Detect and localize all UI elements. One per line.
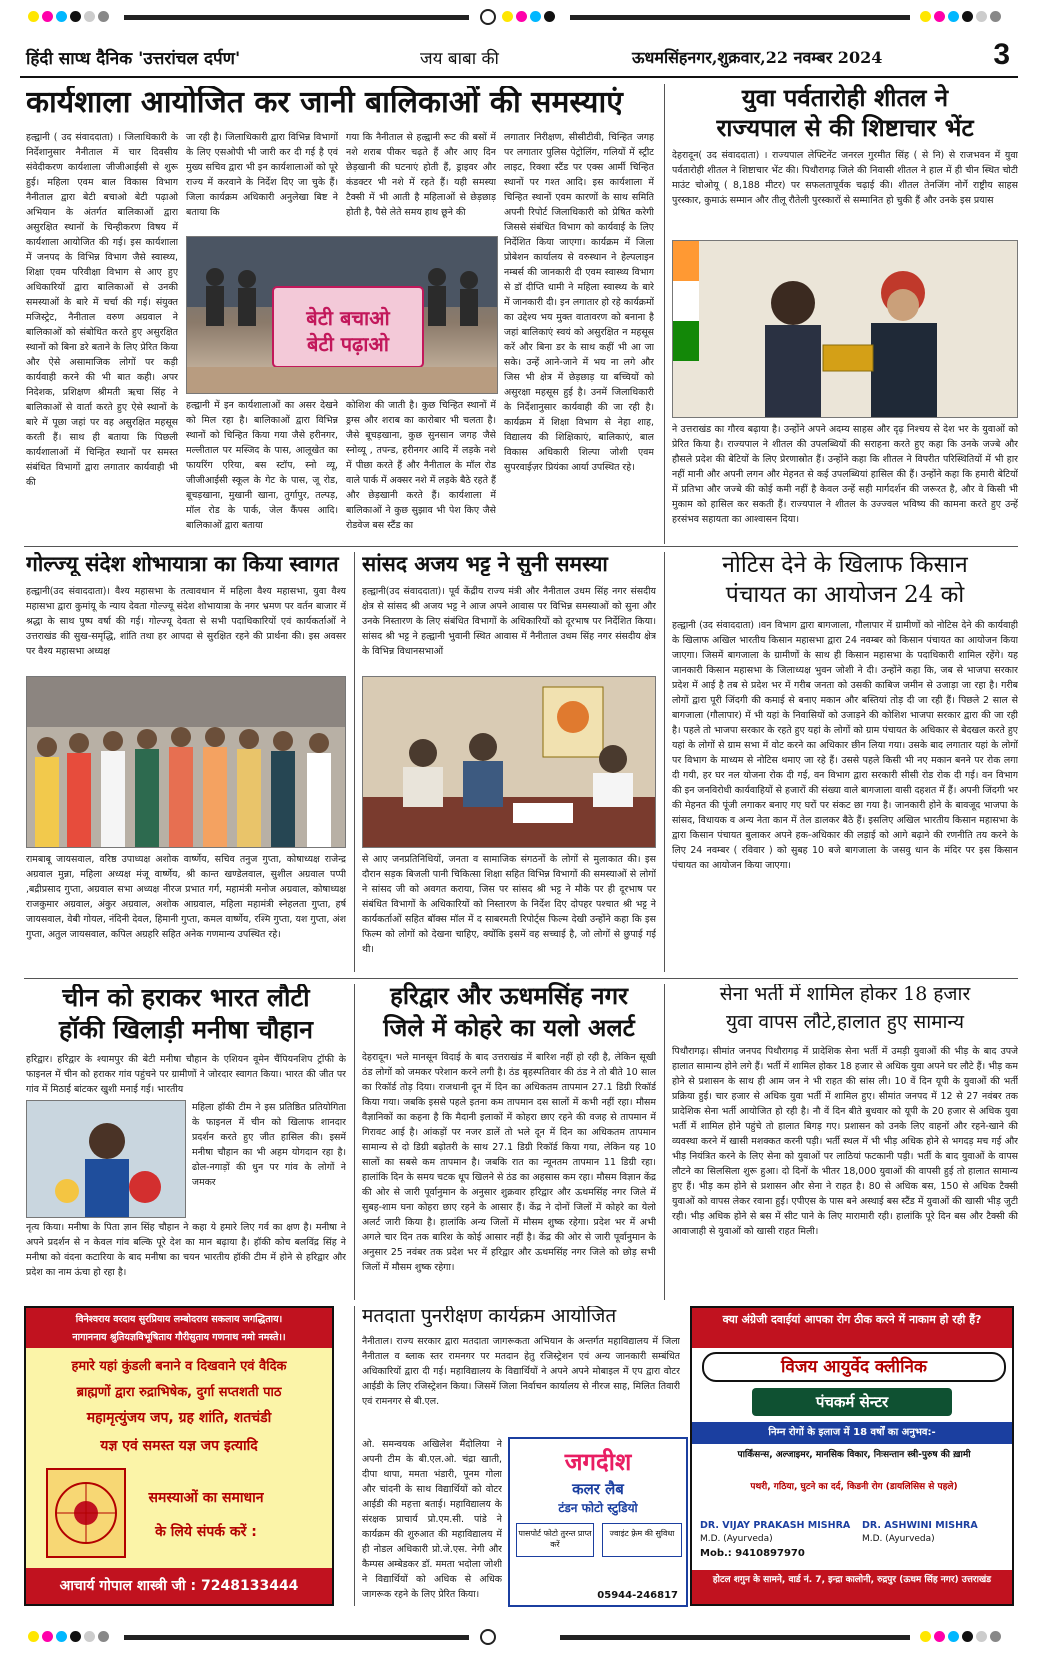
army-headline-line1: सेना भर्ती में शामिल होकर 18 हजार	[719, 984, 971, 1005]
masthead-tagline: जय बाबा की	[420, 49, 499, 69]
studio-phone: 05944-246817	[597, 1590, 678, 1601]
color-registration-dots	[28, 1631, 109, 1642]
photo-banner-line-2: बेटी पढ़ाओ	[307, 332, 389, 356]
studio-name: जगदीश	[564, 1447, 632, 1476]
astrology-chart-icon	[46, 1468, 126, 1558]
astrology-ad-line7: समस्याओं का समाधान	[148, 1490, 264, 1506]
clinic-line3: पथरी, गठिया, घुटने का दर्द, किडनी रोग (डायलिसिस से पहले)	[750, 1482, 958, 1492]
mp-headline: सांसद अजय भट्ट ने सुनी समस्या	[362, 552, 608, 576]
bottom-registration-strip	[0, 1626, 1039, 1648]
hockey-photo	[26, 1100, 186, 1218]
dateline: ऊधमसिंहनगर,शुक्रवार,22 नवम्बर 2024	[632, 48, 883, 67]
masthead	[20, 38, 1018, 78]
hockey-body-bottom: नृत्य किया। मनीषा के पिता ज्ञान सिंह चौहान ने कहा ये हमारे लिए गर्व का क्षण है। मनीषा ने अपने प्रदर्शन से न केवल गांव बल्कि पूरे देश का मान बढ़ाया है। हॉकी कोच बलविंद्र सिंह ने मनीषा को वंदना कटारिया के बाद मनीषा का चयन भारतीय हॉकी टीम में होने से हरिद्वार और प्रदेश का नाम ऊंचा हो रहा है।	[26, 1222, 346, 1278]
clinic-line1: निम्न रोगों के इलाज में 18 वर्षों का अनुभव:-	[692, 1422, 1012, 1444]
paper-name: हिंदी साप्ध दैनिक 'उत्तरांचल दर्पण'	[26, 49, 241, 69]
workshop-body-col3b: कोशिश की जाती है। कुछ चिन्हित स्थानों में ड्रग्स और शराब का कारोबार भी चलता है। जैसे बूचड़खाना, कुछ सुनसान जगह जैसे स्नोव्यू , तपन्ड, हरीनगर आदि में लड़के नशे में पीछा करते हैं और नैनीताल के मॉल रोड वाले पार्क में अक्सर नशे में लड़के बैठे रहते हैं और छेड़खानी करते हैं। कार्यशाला में बालिकाओं ने कुछ सुझाव भी पेश किए जैसे रोडवेज बस स्टैंड का	[346, 400, 496, 531]
astrology-ad-line1: विनेश्वराय वरदाय सुरप्रियाय लम्बोदराय सकलाय जगद्धिताय।	[75, 1314, 283, 1325]
studio-line2: टंडन फोटो स्टुडियो	[558, 1501, 638, 1515]
photo-banner-line-1: बेटी बचाओ	[306, 306, 390, 330]
color-registration-dots	[920, 11, 1001, 22]
army-body: पिथौरागढ़। सीमांत जनपद पिथौरागढ़ में प्रादेशिक सेना भर्ती में उमड़ी युवाओं की भीड़ के बाद उपजे हालात सामान्य होने लगे हैं। भर्ती में शामिल होकर 18 हजार से अधिक युवा अपने घर लौटे हैं। भीड़ कम होने से प्रशासन के साथ ही आम जन ने भी राहत की सांस ली। 10 वें दिन यूपी के युवाओं की भर्ती प्रक्रिया हुई। चार हजार से अधिक युवा भर्ती में शामिल हुए। सीमांत जनपद में 12 से 27 नवंबर तक प्रादेशिक सेना भर्ती आयोजित हो रही है। नौ वें दिन बीते बुधवार को यूपी के 20 हजार से अधिक युवा भर्ती में शामिल होने पहुंचे तो हालात बिगड़ गए। प्रशासन को उनके लिए वाहनों और रहने-खाने की व्यवस्था करने में खासी मशक्कत करनी पड़ी। भर्ती स्थल में भी भीड़ अधिक होने से भगदड़ मच गई और भीड़ नियंत्रित करने के लिए सेना को युवाओं पर लाठियां फटकानी पड़ी। भर्ती के बाद युवाओं के वापस लौटने का सिलसिला शुरू हुआ। दो दिनों के भीतर 18,000 युवाओं की वापसी हुई तो हालात सामान्य हुए हैं। भीड़ कम होने से प्रशासन और सेना ने राहत है। 80 से अधिक बस, 150 से अधिक टैक्सी युवाओं को वापस लेकर रवाना हुईं। एपीएस के पास बने अस्थाई बस स्टैंड में युवाओं की खासी भीड़ जुटी रही। भीड़ अधिक होने से बस में सीट पाने के लिए मारामारी रही। हालांकि पूरे दिन बस और टैक्सी की आवाजाही से युवाओं को खासी राहत मिली।	[672, 1046, 1018, 1237]
color-registration-dots	[28, 11, 109, 22]
mountaineer-body-bottom: ने उत्तराखंड का गौरव बढ़ाया है। उन्होंने अपने अदम्य साहस और दृढ़ निश्चय से देश भर के युवाओं को प्रेरित किया है। राज्यपाल ने शीतल की उपलब्धियों की सराहना करते हुए कहा कि उनके जज्बे और हौसले प्रदेश की बेटियों के लिए प्रेरणास्रोत हैं। उन्होंने कहा कि शीतल ने विपरीत परिस्थितियों में भी हार नहीं मानी और अपनी लगन और मेहनत से कई उपलब्धियां हासिल की हैं। उन्होंने कहा कि हमारी बेटियों में प्रतिभा और जज्बे की कोई कमी नहीं है केवल उन्हें सही मार्गदर्शन की जरूरत है, और वे किसी भी मुकाम को हासिल कर सकती हैं। राज्यपाल ने शीतल के उज्ज्वल भविष्य की कामना करते हुए उन्हें हरसंभव सहायता का आश्वासन दिया।	[672, 424, 1018, 525]
fog-headline-line1: हरिद्वार और ऊधमसिंह नगर	[390, 982, 628, 1010]
clinic-mobile: Mob.: 9410897970	[700, 1548, 805, 1559]
registration-mark-icon	[480, 9, 496, 25]
studio-box1: पासपोर्ट फोटो तुरन्त प्राप्त करें	[516, 1523, 594, 1557]
page-number: 3	[993, 38, 1010, 71]
kundli-icon	[48, 1470, 124, 1556]
astrology-ad-line4: ब्राह्मणों द्वारा रुद्राभिषेक, दुर्गा सप्तशती पाठ	[76, 1385, 282, 1400]
golju-body-bottom: रामबाबू जायसवाल, वरिष्ठ उपाध्यक्ष अशोक वार्ष्णेय, सचिव तनुज गुप्ता, कोषाध्यक्ष राजेन्द्र अग्रवाल मुन्ना, महिला अध्यक्ष मंजू वार्ष्णेय, श्री कान्त खण्डेलवाल, सुशील अग्रवाल पप्पी ,बद्रीप्रसाद गुप्ता, अग्रवाल सभा अध्यक्ष नीरज प्रभात गर्ग, महामंत्री मनोज अग्रवाल, कोषाध्यक्ष राजकुमार अग्रवाल, अंकुर अग्रवाल, अशोक आग्रवाल, महिला महामंत्री स्नेहलता गुप्ता, हर्ष जायसवाल, वेबी गोयल, नंदिनी देवल, हिमानी गुप्ता, कमल वार्ष्णेय, रश्मि गुप्ता, यश गुप्ता, अंश गुप्ता, अतुल जायसवाल, कपिल अग्रहरि सहित अनेक गणमान्य उपस्थित रहे।	[26, 854, 346, 940]
astrology-advertisement	[24, 1306, 334, 1606]
astrology-ad-line8: के लिये संपर्क करें :	[155, 1524, 257, 1540]
hockey-body-right: महिला हॉकी टीम ने इस प्रतिष्ठित प्रतियोगिता के फाइनल में चीन को खिलाफ शानदार प्रदर्शन करते हुए जीत हासिल की। इसमें मनीषा चौहान का भी अहम योगदान रहा है। ढोल-नगाड़ों की धुन पर गांव के लोगों ने जमकर	[192, 1102, 346, 1188]
hockey-body-top: हरिद्वार। हरिद्वार के श्यामपुर की बेटी मनीषा चौहान के एशियन वूमेन चैंपियनशिप ट्रॉफी के फाइनल में चीन को हराकर गांव पहुंचने पर ग्रामीणों ने जोरदार स्वागत किया। भारत की जीत पर गांव में मिठाई बांटकर खुशी मनाई गई। भारतीय	[26, 1054, 346, 1095]
clinic-advertisement	[690, 1306, 1014, 1606]
clinic-subtitle: पंचकर्म सेन्टर	[752, 1388, 952, 1416]
astrology-ad-line6: यज्ञ एवं समस्त यज्ञ जप इत्यादि	[100, 1438, 258, 1454]
hockey-headline-line1: चीन को हराकर भारत लौटी	[62, 984, 310, 1012]
workshop-body-col1: हल्द्वानी ( उद संवाददाता) । जिलाधिकारी के निर्देशानुसार नैनीताल में चार दिवसीय संवेदीकरण कार्यशाला जीजीआईसी से शुरू हुई। महिला एवम बाल विकास विभाग नैनीताल द्वारा बेटी बचाओ बेटी पढ़ाओ अभियान के अंतर्गत बालिकाओं द्वारा असुरक्षित स्थानों के चिन्हीकरण विषय में कार्यशाला आयोजित की गई। इस कार्यशाला में जनपद के विभिन्न विभाग जैसे स्वास्थ्य, शिक्षा एवम परिवीक्षा विभाग से आए हुए अधिकारियों द्वारा बालिकाओं से उनकी समस्याओं के बारे में चर्चा की गई। संयुक्त मजिस्ट्रेट, नैनीताल वरुण अग्रवाल ने बालिकाओं को संबोधित करते हुए असुरक्षित स्थानों को बिना डरे बताने के लिए प्रेरित किया और ऐसे असामाजिक लोगों पर कड़ी कार्यवाही करने की भी बात कही। अपर निदेशक, प्रशिक्षण श्रीमती ऋचा सिंह ने बालिकाओं से वार्ता करते हुए ऐसे स्थानों के बारे में पूछा जहां पर वह असुरक्षित महसूस करती हैं। साथ ही बताया कि पिछली कार्यशालाओं में चिन्हित स्थानों पर समस्त संबंधित विभागों द्वारा लगातार कार्यवाही भी की	[26, 132, 178, 488]
workshop-body-col2b: हल्द्वानी में इन कार्यशालाओं का असर देखने को मिल रहा है। बालिकाओं द्वारा विभिन्न स्थानों को चिन्हित किया गया जैसे हरीनगर, मल्लीताल पर मस्जिद के पास, आलूखेत का फायरिंग एरिया, बस स्टॉप, स्नो व्यू, जीजीआईसी स्कूल के गेट के पास, जू रोड, बूचड़खाना, मुखानी खाना, तुर्गापुर, तल्पड़, मॉल रोड के पार्क, जेल कैंपस आदि। बालिकाओं द्वारा बताया	[186, 400, 338, 531]
mp-photo	[362, 676, 656, 848]
hockey-photo-illustration	[27, 1101, 186, 1218]
fog-body: देहरादून। भले मानसून विदाई के बाद उत्तराखंड में बारिश नहीं हो रही है, लेकिन सूखी ठंड लोगों को जमकर परेशान करने लगी है। ठंड बृहस्पतिवार की ठंड ने तो बीते 10 साल का रिकॉर्ड तोड़ दिया। राजधानी दून में दिन का अधिकतम तापमान 27.1 डिग्री रिकॉर्ड किया गया। जबकि इससे पहले इतना कम तापमान दस सालों में कभी नहीं रहा। मौसम वैज्ञानिकों का कहना है कि मैदानी इलाकों में कोहरा छाए रहने की वजह से तापमान में गिरावट आई है। आंकड़ों पर नजर डालें तो भले दून में दिन का अधिकतम तापमान सामान्य से दो डिग्री बढ़ोतरी के साथ 27.1 डिग्री रिकॉर्ड किया गया, लेकिन यह 10 सालों का सबसे कम तापमान है। जबकि रात का न्यूनतम तापमान 11 डिग्री रहा। हालांकि दिन के समय चटक धूप खिलने से ठंड का अहसास कम रहा। मौसम विज्ञान केंद्र की ओर से जारी पूर्वानुमान के अनुसार शुक्रवार हरिद्वार और ऊधमसिंह नगर जिले में सुबह-शाम घना कोहरा छाए रहने के आसार हैं। केंद्र ने दोनों जिलों में कोहरे का येलो अलर्ट जारी किया है। हालांकि अन्य जिलों में मौसम शुष्क रहेगा। प्रदेश भर में अभी अगले चार दिन तक बारिश के कोई आसार नहीं है। केंद्र की ओर से जारी पूर्वानुमान के अनुसार 25 नवंबर तक प्रदेश भर में हरिद्वार और ऊधमसिंह नगर जिले को छोड़ सभी जिलों में मौसम शुष्क रहेगा।	[362, 1052, 656, 1273]
voter-headline: मतदाता पुनरीक्षण कार्यक्रम आयोजित	[362, 1306, 617, 1327]
workshop-photo-illustration	[187, 237, 498, 394]
mountaineer-photo-illustration	[673, 241, 1018, 418]
workshop-body-col3: गया कि नैनीताल से हल्द्वानी रूट की बसों में नशे शराब पीकर चढ़ते हैं और आए दिन छेड़खानी की घटनाएं होती हैं, ड्राइवर और कंडक्टर भी नशे में रहते हैं। यही समस्या टैक्सी में भी आती है महिलाओं से छेड़छाड़ होती है, पैसे लेते समय हाथ छूने की	[346, 132, 496, 218]
golju-headline: गोल्ज्यू संदेश शोभायात्रा का किया स्वागत	[26, 552, 339, 576]
mountaineer-headline-line2: राज्यपाल से की शिष्टाचार भेंट	[716, 114, 974, 142]
workshop-photo	[186, 236, 498, 394]
notice-body: हल्द्वानी (उद संवाददाता) ।वन विभाग द्वारा बागजाला, गौलापार में ग्रामीणों को नोटिस देने की कार्यवाही के खिलाफ अखिल भारतीय किसान महासभा द्वारा 24 नवम्बर को किसान पंचायत का आयोजन किया जाएगा। जिसमें बागजाला के ग्रामीणों के साथ ही किसान महासभा के पदाधिकारी शामिल रहेंगे। यह जानकारी किसान महासभा के जिलाध्यक्ष भुवन जोशी ने दी। उन्होंने कहा कि, जब से भाजपा सरकार प्रदेश में आई है तब से प्रदेश भर में गरीब जनता को उसकी काबिज जमीन से उजाड़ा जा रहा है। गरीब लोगों द्वारा पूरी जिंदगी की कमाई से बनाए मकान और बस्तियां तोड़ दी जा रही हैं। पिछले 2 साल से बागजाला (गौलापार) में भी यहां के निवासियों को उजाड़ने की कोशिश भाजपा सरकार द्वारा की जा रही है। पहले तो भाजपा सरकार के रहते हुए यहां के लोगों को ग्राम पंचायत के अधिकार से बेदखल करते हुए यहां के लोगों से ग्राम सभा में वोट करने का अधिकार छीन लिया गया। उसके बाद लगातार यहां के लोगों पर विभाग के माध्यम से नोटिस थमाए जा रहे हैं। उससे पहले किसी भी नए मकान बनने पर रोक लगा दी गयी, हर घर नल योजना रोक दी गई, वन विभाग द्वारा सरकारी सीसी रोड रोक दी गई। वन विभाग की इन जनविरोधी कार्यवाहियों से हजारों की संख्या वाले बागजाला वासी दहशत में हैं। अपनी जिंदगी भर की मेहनत की पूंजी लगाकर बनाए गए घरों पर संकट छा गया है। जानकारी होने के बावजूद भाजपा के सांसद, विधायक व अन्य नेता कान में तेल डालकर बैठे हैं। इसलिए अखिल भारतीय किसान महासभा के द्वारा किसान पंचायत बुलाकर अपने हक-अधिकार की लड़ाई को आगे बढ़ाने की रणनीति तय करने के लिए 24 नवम्बर ( रविवार ) को सुबह 10 बजे बागजाला के जसवु धान के मंदिर पर इस किसान पंचायत का आयोजन किया जाएगा।	[672, 620, 1018, 871]
fog-headline-line2: जिले में कोहरे का यलो अलर्ट	[383, 1014, 635, 1042]
army-headline-line2: युवा वापस लौटे,हालात हुए सामान्य	[725, 1012, 965, 1033]
clinic-top-banner: क्या अंग्रेजी दवाईयां आपका रोग ठीक करने में नाकाम हो रही हैं?	[692, 1308, 1012, 1348]
registration-strip	[0, 6, 1039, 28]
notice-headline-line2: पंचायत का आयोजन 24 को	[725, 582, 965, 608]
studio-box2: ज्वाइंट फ़्रेम की सुविधा	[602, 1523, 682, 1557]
color-registration-dots	[920, 1631, 1001, 1642]
mp-photo-illustration	[363, 677, 656, 848]
golju-photo	[26, 676, 346, 848]
clinic-doctor2: DR. ASHWINI MISHRA	[862, 1520, 978, 1531]
golju-photo-illustration	[27, 677, 346, 848]
clinic-doctor1: DR. VIJAY PRAKASH MISHRA	[700, 1520, 851, 1531]
clinic-name: विजय आयुर्वेद क्लीनिक	[702, 1352, 1006, 1382]
notice-headline-line1: नोटिस देने के खिलाफ किसान	[722, 552, 968, 578]
astrology-ad-line3: हमारे यहां कुंडली बनाने व दिखवाने एवं वैदिक	[71, 1359, 287, 1374]
clinic-line2: पार्किंसन्स, अल्जाइमर, मानसिक विकार, निःसन्तान स्त्री-पुरुष की ख़ामी	[737, 1450, 971, 1460]
voter-body-left: ओ. समन्वयक अखिलेश मैंदोलिया ने अपनी टीम के बी.एल.ओ. चंद्रा खाती, दीपा थापा, ममता भंडारी, पूनम गोला और चांदनी के साथ विद्यार्थियों को वोटर आईडी की महत्ता बताई। महाविद्यालय के संरक्षक प्राचार्य प्रो.एम.सी. पांडे ने कार्यक्रम की शुरुआत की महाविद्यालय में ही नोडल अधिकारी प्रो.जे.एस. नेगी और कैम्पस अम्बेडकर डॉ. ममता भदोला जोशी ने विद्यार्थियों को अधिक से अधिक जागरूक रहने के लिए प्रेरित किया।	[362, 1439, 502, 1600]
clinic-degree2: M.D. (Ayurveda)	[862, 1534, 935, 1544]
workshop-body-col2: जा रही है। जिलाधिकारी द्वारा विभिन्न विभागों के लिए एसओपी भी जारी कर दी गई है एवं मुख्य सचिव द्वारा भी इन कार्यशालाओं को पूरे राज्य में करवाने के निर्देश दिए जा चुके हैं। जिला कार्यक्रम अधिकारी अनुलेखा बिष्ट ने बताया कि	[186, 132, 338, 218]
mountaineer-body-top: देहरादून( उद संवाददाता) । राज्यपाल लेफ्टिनेंट जनरल गुरमीत सिंह ( से नि) से राजभवन में युवा पर्वतारोही शीतल ने शिष्टाचार भेंट की। पिथौरागढ़ जिले की निवासी शीतल ने हाल में ही चीन स्थित चोटी माउंट चोओयू ( 8,188 मीटर) पर सफलतापूर्वक चढ़ाई की। शीतल तेनजिंग नोर्गे राष्ट्रीय साहस पुरस्कार, कुमाऊं सम्मान और तीलू रौतेली पुरस्कारों से सम्मानित हो चुकी हैं और उनके इस प्रयास	[672, 150, 1018, 206]
mountaineer-photo	[672, 240, 1018, 418]
color-registration-dots	[502, 11, 555, 22]
mp-body: हल्द्वानी(उद संवाददाता)। पूर्व केंद्रीय राज्य मंत्री और नैनीताल उधम सिंह नगर संसदीय क्षेत्र से सांसद श्री अजय भट्ट ने आज अपने आवास पर विभिन्न समस्याओं को सुना और उनके निस्तारण के लिए संबंधित विभागों के अधिकारियों को दूरभाष पर निर्देशित किया। सांसद श्री भट्ट ने हल्द्वानी भुवानी स्थित आवास में नैनीताल उधम सिंह नगर संसदीय क्षेत्र के विभिन्न विधानसभाओं	[362, 586, 656, 657]
golju-body: हल्द्वानी(उद संवाददाता)। वैश्य महासभा के तत्वावधान में महिला वैश्य महासभा, युवा वैश्य महासभा द्वारा कुमांयू के न्याय देवता गोल्ज्यू संदेश शोभायात्रा के नगर भ्रमण पर वर्तन बाजार में श्रद्धा के साथ पुष्प वर्षा की गई। गोल्ज्यू देवता से सभी पदाधिकारियों एवं कार्यकर्ताओं ने उत्तराखंड की सुख-समृद्धि, शांति तथा हर आपदा से सुरक्षित रहने की प्रार्थना की। इस अवसर पर वैश्य महासभा अध्यक्ष	[26, 586, 346, 657]
clinic-address: होटल शगुन के सामने, वार्ड नं. 7, इन्द्रा कालोनी, रुद्रपुर (ऊधम सिंह नगर) उत्तराखंड	[692, 1570, 1012, 1604]
astrology-ad-header	[26, 1308, 332, 1348]
workshop-headline: कार्यशाला आयोजित कर जानी बालिकाओं की समस्याएं	[26, 86, 623, 120]
registration-mark-icon	[480, 1629, 496, 1645]
mountaineer-headline-line1: युवा पर्वतारोही शीतल ने	[741, 84, 949, 112]
voter-body-top: नैनीताल। राज्य सरकार द्वारा मतदाता जागरूकता अभियान के अन्तर्गत महाविद्यालय में जिला नैनीताल व ब्लाक स्तर रामनगर पर मतदान हेतु रजिस्ट्रेशन एवं अन्य जानकारी सम्बंधित अधिकारियों द्वारा दी गई। महाविद्यालय के विद्यार्थियों ने अपने अपने मोबाइल में एप द्वारा वोटर आईडी के लिए रजिस्ट्रेशन किया। जिसमें जिला निर्वाचन कार्यालय से नीरज साह, मिलित तिवारी एवं रामनगर से बी.एल.	[362, 1336, 680, 1407]
astrology-ad-line5: महामृत्युंजय जप, ग्रह शांति, शतचंडी	[86, 1410, 272, 1426]
astrology-ad-line2: नागाननाय श्रुतियज्ञविभूषिताय गौरीसुताय गणनाथ नमो नमस्ते।।	[72, 1332, 286, 1343]
workshop-body-col4: लगातार निरीक्षण, सीसीटीवी, चिन्हित जगह पर लगातार पुलिस पेट्रोलिंग, गलियों में स्ट्रीट लाइट, रिक्शा स्टैंड पर एक्स आर्मी चिन्हित स्थानों पर गश्त आदि। इस कार्यशाला में चिन्हित स्थानों एवम कारणों के साथ समिति अपनी रिपोर्ट जिलाधिकारी को प्रेषित करेगी जिससे संबंधित विभाग को कार्यवाई के लिए निर्देशित किया जाएगा। कार्यक्रम में जिला प्रोबेशन कार्यालय से वरुस्थान ने हेल्पलाइन नम्बर्स की जानकारी दी एवम स्वास्थ्य विभाग से डॉ दीप्ति धामी ने महिला स्वास्थ्य के बारे में जानकारी दी। इन लगातार हो रहे कार्यक्रमों का उद्देश्य भय मुक्त वातावरण को बनाना है जहां बालिकाएं स्वयं को असुरक्षित न महसूस करें और बिना डर के साथ कहीं भी आ जा सके। उन्हें आने-जाने में भय ना लगे और जिस भी क्षेत्र में छेड़छाड़ या बच्चियों को असुरक्षा महसूस हुई है। उनमें जिलाधिकारी के निर्देशानुसार कार्यवाही की जा रही है। कार्यक्रम में शिक्षा विभाग से नेहा शाह, विद्यालय की शिक्षिकाएं, बालिकाएं, बाल विकास अधिकारी शिल्पा जोशी एवम सुपरवाईज़र प्रियंका आर्या उपस्थित रहे।	[504, 132, 654, 473]
mp-body-bottom: से आए जनप्रतिनिधियों, जनता व सामाजिक संगठनों के लोगों से मुलाकात की। इस दौरान सड़क बिजली पानी चिकित्सा शिक्षा सहित विभिन्न विभागों की समस्याओं से लोगों ने सांसद जी को अवगत कराया, जिस पर सांसद श्री भट्ट ने मौके पर ही दूरभाष पर संबंधित विभागों के अधिकारियों को निस्तारण के निर्देश दिए दोपहर पश्चात श्री भट्ट ने कार्यकर्ताओं सहित बॉक्स मॉल में द साबरमती रिपोर्ट्स फिल्म देखी उन्होंने कहा कि इस फिल्म को लोगों को देखना चाहिए, क्योंकि इसमें वह सच्चाई है, जो लोगों से छुपाई गई थी।	[362, 854, 656, 955]
clinic-degree1: M.D. (Ayurveda)	[700, 1534, 773, 1544]
astrology-ad-contact: आचार्य गोपाल शास्त्री जी : 7248133444	[26, 1568, 332, 1604]
studio-line1: कलर लैब	[572, 1480, 624, 1498]
studio-advertisement	[508, 1437, 688, 1607]
hockey-headline-line2: हॉकी खिलाड़ी मनीषा चौहान	[59, 1016, 313, 1044]
